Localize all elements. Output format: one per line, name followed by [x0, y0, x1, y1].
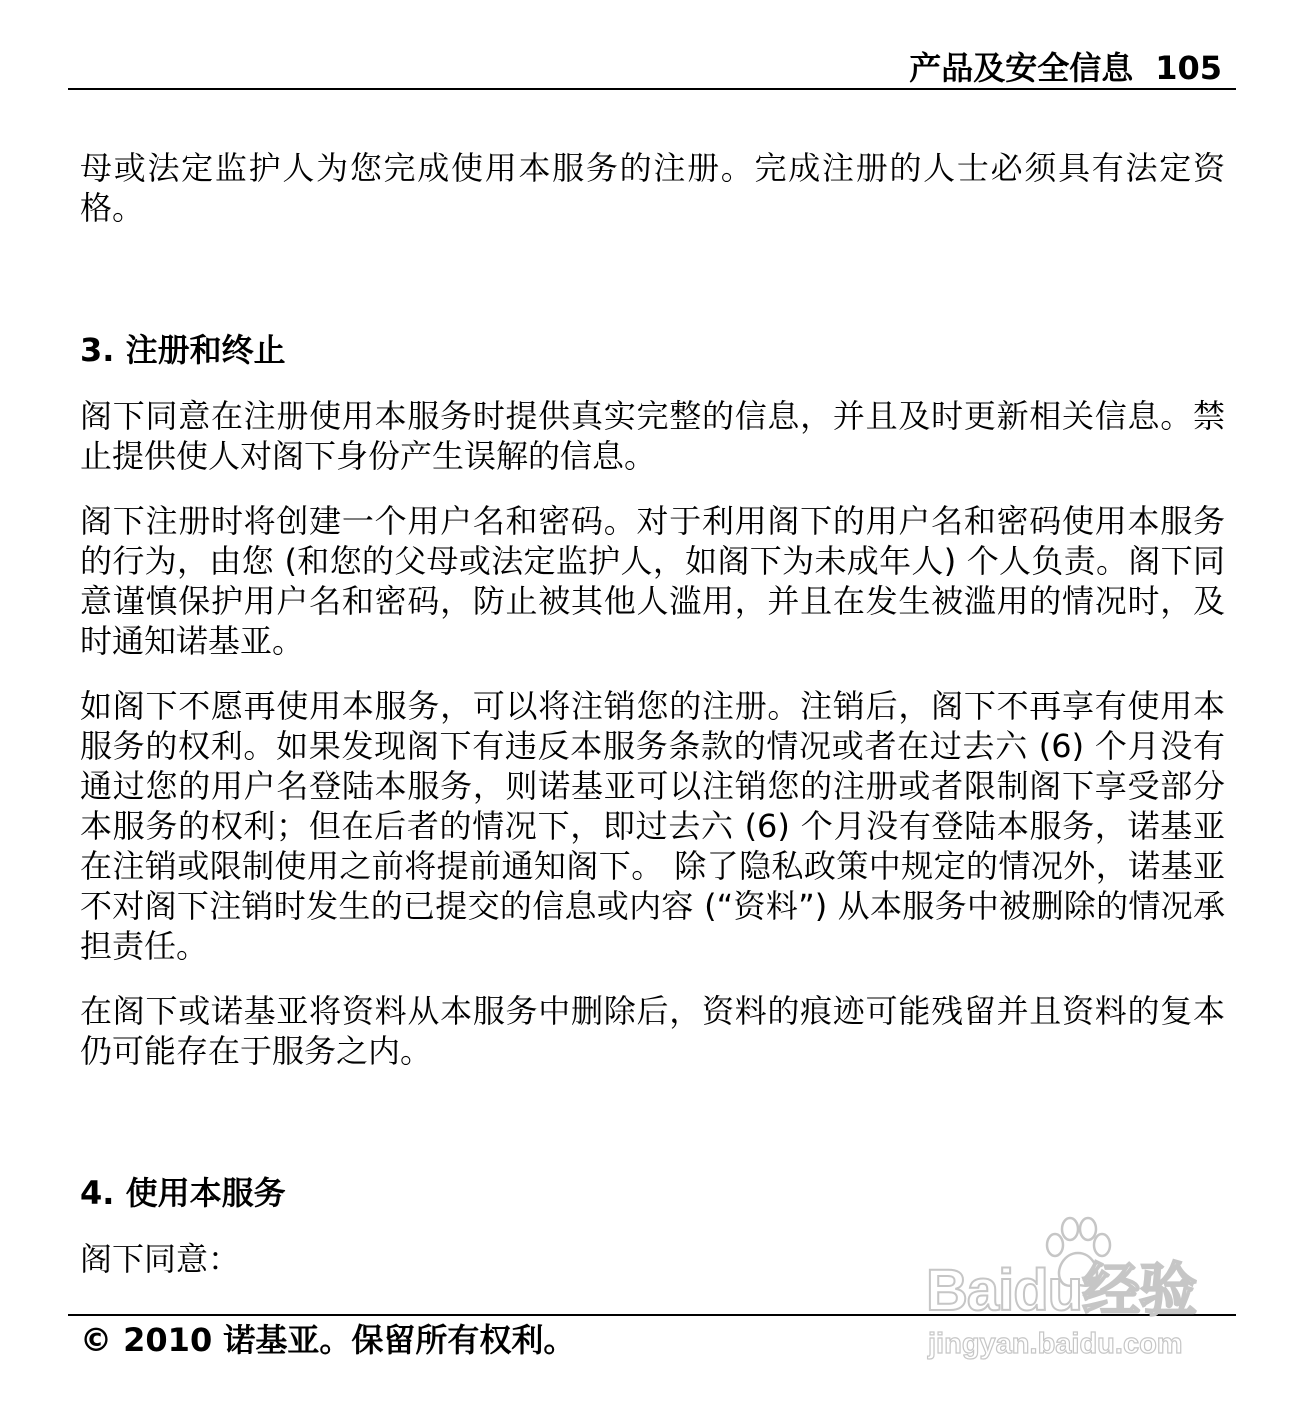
watermark-url-text: jingyan.baidu.com [928, 1328, 1183, 1360]
watermark-logo-text: Baidu经验 [926, 1258, 1197, 1323]
intro-paragraph: 母或法定监护人为您完成使用本服务的注册。完成注册的人士必须具有法定资格。 [80, 149, 1225, 227]
section-4-paragraph-1: 阁下同意： [80, 1240, 241, 1278]
page-number: 105 [1155, 49, 1222, 87]
baidu-jingyan-watermark [920, 1215, 1230, 1375]
section-3-paragraph-4: 在阁下或诺基亚将资料从本服务中删除后，资料的痕迹可能残留并且资料的复本仍可能存在于服务之内。 [80, 992, 1225, 1070]
header-rule [68, 88, 1236, 90]
page-header [909, 48, 1222, 88]
copyright-footer: © 2010 诺基亚。保留所有权利。 [80, 1321, 576, 1359]
page-content [80, 148, 1225, 1279]
header-title: 产品及安全信息 [909, 49, 1134, 87]
section-4-title: 4. 使用本服务 [80, 1174, 286, 1212]
section-3-paragraph-2: 阁下注册时将创建一个用户名和密码。对于利用阁下的用户名和密码使用本服务的行为，由您 (和您的父母或法定监护人，如阁下为未成年人) 个人负责。阁下同意谨慎保护用户名和密码，防止被其他人滥用，并且在发生被滥用的情况时，及时通知诺基亚。 [80, 502, 1225, 660]
section-3-paragraph-1: 阁下同意在注册使用本服务时提供真实完整的信息，并且及时更新相关信息。禁止提供使人对阁下身份产生误解的信息。 [80, 397, 1225, 475]
section-3-paragraph-3: 如阁下不愿再使用本服务，可以将注销您的注册。注销后，阁下不再享有使用本服务的权利。如果发现阁下有违反本服务条款的情况或者在过去六 (6) 个月没有通过您的用户名登陆本服务，则诺基亚可以注销您的注册或者限制阁下享受部分本服务的权利；但在后者的情况下，即过去六 (6) 个月没有登陆本服务，诺基亚在注销或限制使用之前将提前通知阁下。 除了隐私政策中规定的情况外，诺基亚不对阁下注销时发生的已提交的信息或内容 (“资料”) 从本服务中被删除的情况承担责任。 [80, 687, 1225, 965]
section-3-title: 3. 注册和终止 [80, 331, 286, 369]
